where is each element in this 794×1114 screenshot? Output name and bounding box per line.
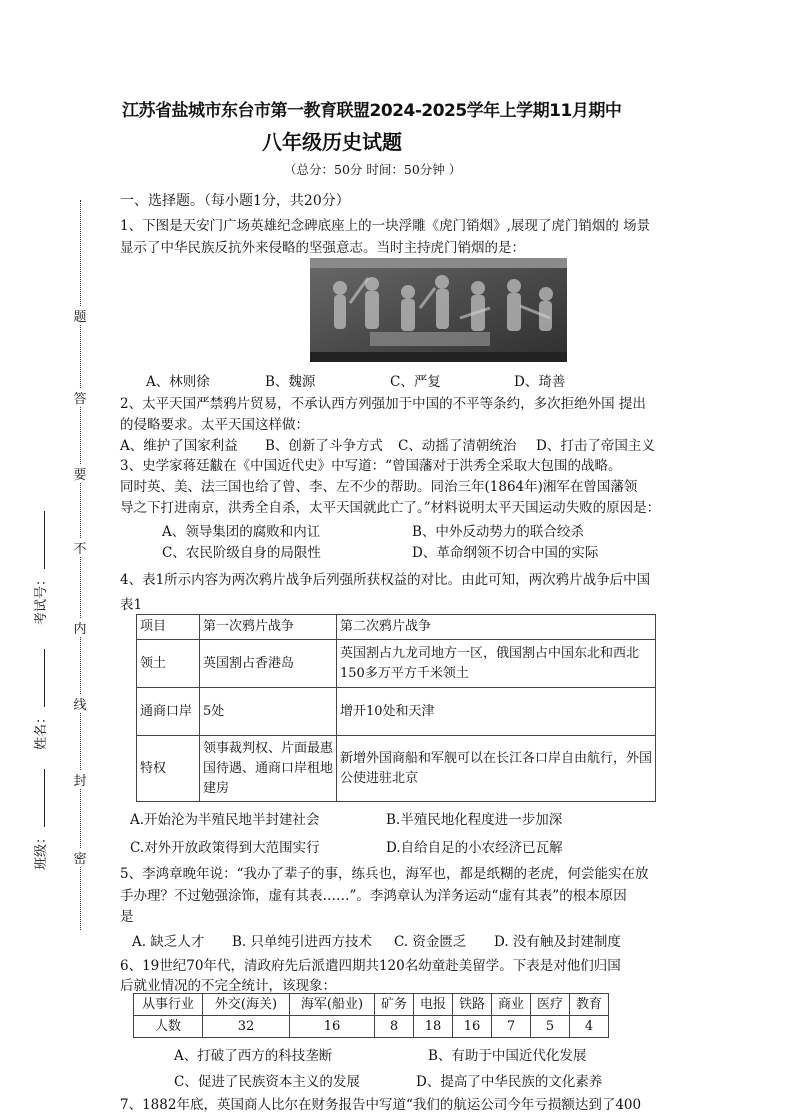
table-cell: 16 — [290, 1016, 375, 1038]
q1-option-d[interactable]: D、琦善 — [514, 374, 566, 390]
table-header-cell: 教育 — [570, 994, 609, 1016]
table-cell: 增开10处和天津 — [337, 688, 656, 736]
q3-option-d[interactable]: D、革命纲领不切合中国的实际 — [412, 545, 599, 561]
q7-stem-line1: 7、1882年底，英国商人比尔在财务报告中写道“我们的航运公司今年亏损额达到了400 — [120, 1097, 642, 1113]
q2-option-c[interactable]: C、动摇了清朝统治 — [398, 438, 517, 454]
table-cell: 5 — [531, 1016, 570, 1038]
binding-char: 内 — [72, 618, 88, 637]
table-cell: 5处 — [200, 688, 337, 736]
q5-stem-line1: 5、李鸿章晚年说：“我办了辈子的事，练兵也，海军也，都是纸糊的老虎，何尝能实在放 — [120, 866, 649, 882]
q5-option-b[interactable]: B. 只单纯引进西方技术 — [232, 934, 373, 950]
q6-employment-table — [133, 993, 609, 1038]
table-header-cell: 电报 — [414, 994, 453, 1016]
table-header-cell: 海军(船业) — [290, 994, 375, 1016]
q2-option-d[interactable]: D、打击了帝国主义 — [536, 438, 655, 454]
table-header-cell: 铁路 — [453, 994, 492, 1016]
table-cell: 新增外国商船和军舰可以在长江各口岸自由航行，外国公使进驻北京 — [337, 736, 656, 802]
q3-stem-line1: 3、史学家蒋廷黻在《中国近代史》中写道：“曾国藩对于洪秀全采取大包围的战略。 — [120, 458, 622, 474]
q1-stem-line2: 显示了中华民族反抗外来侵略的坚强意志。当时主持虎门销烟的是： — [120, 240, 525, 256]
q5-stem-line3: 是 — [120, 909, 134, 925]
table-cell: 英国割占香港岛 — [200, 640, 337, 688]
exam-title-line1: 江苏省盐城市东台市第一教育联盟2024-2025学年上学期11月期中 — [122, 101, 622, 121]
exam-title-line2: 八年级历史试题 — [262, 130, 402, 154]
table-header-cell: 商业 — [492, 994, 531, 1016]
table-cell: 人数 — [134, 1016, 203, 1038]
table-cell: 16 — [453, 1016, 492, 1038]
table-row — [137, 736, 656, 802]
binding-char: 题 — [72, 306, 88, 325]
table-cell: 英国割占九龙司地方一区，俄国割占中国东北和西北150多万平方千米领土 — [337, 640, 656, 688]
exam-number-blank[interactable] — [44, 511, 45, 569]
q6-option-a[interactable]: A、打破了西方的科技垄断 — [174, 1048, 333, 1064]
q5-option-a[interactable]: A. 缺乏人才 — [132, 934, 205, 950]
binding-char: 答 — [72, 388, 88, 407]
table-header-row — [137, 615, 656, 640]
q3-stem-line3: 导之下打进南京，洪秀全自杀，太平天国就此亡了。”材料说明太平天国运动失败的原因是： — [120, 500, 661, 516]
name-blank[interactable] — [44, 649, 45, 707]
table-cell: 通商口岸 — [137, 688, 200, 736]
relief-sculpture-photo — [310, 258, 567, 362]
table-header-row — [134, 994, 609, 1016]
name-field[interactable]: 姓名： — [30, 649, 49, 750]
table-cell: 4 — [570, 1016, 609, 1038]
table-cell: 领事裁判权、片面最惠国待遇、通商口岸租地建房 — [200, 736, 337, 802]
q5-stem-line2: 手办理？不过勉强涂饰，虚有其表……”。李鸿章认为洋务运动“虚有其表”的根本原因 — [120, 888, 627, 904]
table-header-cell: 矿务 — [375, 994, 414, 1016]
table-row — [137, 640, 656, 688]
q3-option-c[interactable]: C、农民阶级自身的局限性 — [162, 545, 321, 561]
table-header-cell: 从事行业 — [134, 994, 203, 1016]
q4-option-c[interactable]: C.对外开放政策得到大范围实行 — [130, 840, 320, 856]
table-header-cell: 外交(海关) — [203, 994, 290, 1016]
table-header-cell: 医疗 — [531, 994, 570, 1016]
table-cell: 8 — [375, 1016, 414, 1038]
q3-stem-line2: 同时英、美、法三国也给了曾、李、左不少的帮助。同治三年(1864年)湘军在曾国藩领 — [120, 479, 638, 495]
binding-char: 封 — [72, 770, 88, 789]
table-header-cell: 项目 — [137, 615, 200, 640]
q1-option-a[interactable]: A、林则徐 — [146, 374, 210, 390]
binding-char: 要 — [72, 464, 88, 483]
q4-table-caption: 表1 — [120, 597, 143, 613]
q6-stem-line1: 6、19世纪70年代，清政府先后派遣四期共120名幼童赴美留学。下表是对他们归国 — [120, 958, 621, 974]
q2-option-a[interactable]: A、维护了国家利益 — [120, 438, 238, 454]
q5-option-c[interactable]: C. 资金匮乏 — [394, 934, 467, 950]
q1-option-c[interactable]: C、严复 — [390, 374, 441, 390]
q4-comparison-table — [136, 614, 656, 802]
q3-option-a[interactable]: A、领导集团的腐败和内讧 — [162, 524, 321, 540]
q4-option-b[interactable]: B.半殖民地化程度进一步加深 — [386, 812, 563, 828]
q6-option-b[interactable]: B、有助于中国近代化发展 — [428, 1048, 587, 1064]
binding-char: 密 — [72, 848, 88, 867]
q6-option-c[interactable]: C、促进了民族资本主义的发展 — [174, 1074, 360, 1090]
q1-option-b[interactable]: B、魏源 — [265, 374, 316, 390]
table-cell: 32 — [203, 1016, 290, 1038]
q6-option-d[interactable]: D、提高了中华民族的文化素养 — [416, 1074, 603, 1090]
q5-option-d[interactable]: D. 没有触及封建制度 — [494, 934, 621, 950]
q2-stem-line1: 2、太平天国严禁鸦片贸易，不承认西方列强加于中国的不平等条约，多次拒绝外国 提出 — [120, 396, 646, 412]
table-cell: 7 — [492, 1016, 531, 1038]
table-cell: 18 — [414, 1016, 453, 1038]
table-header-cell: 第二次鸦片战争 — [337, 615, 656, 640]
q4-stem-line1: 4、表1所示内容为两次鸦片战争后列强所获权益的对比。由此可知，两次鸦片战争后中国 — [120, 572, 651, 588]
q2-stem-line2: 的侵略要求。太平天国这样做： — [120, 417, 309, 433]
class-blank[interactable] — [44, 769, 45, 827]
q4-option-a[interactable]: A.开始沦为半殖民地半封建社会 — [130, 812, 320, 828]
exam-number-field[interactable]: 考试号： — [30, 511, 49, 625]
table-cell: 特权 — [137, 736, 200, 802]
exam-subtitle: （总分：50分 时间：50分钟 ） — [284, 162, 462, 177]
q2-option-b[interactable]: B、创新了斗争方式 — [265, 438, 383, 454]
q1-stem-line1: 1、下图是天安门广场英雄纪念碑底座上的一块浮雕《虎门销烟》,展现了虎门销烟的 场景 — [120, 218, 651, 234]
table-header-cell: 第一次鸦片战争 — [200, 615, 337, 640]
table-row — [137, 688, 656, 736]
binding-char: 线 — [72, 694, 88, 713]
table-row — [134, 1016, 609, 1038]
section-heading: 一、选择题。（每小题1分，共20分） — [120, 193, 350, 209]
class-field[interactable]: 班级： — [30, 769, 49, 870]
binding-char: 不 — [72, 538, 88, 557]
q6-stem-line2: 后就业情况的不完全统计，该现象： — [120, 978, 336, 994]
q3-option-b[interactable]: B、中外反动势力的联合绞杀 — [412, 524, 584, 540]
table-cell: 领土 — [137, 640, 200, 688]
q4-option-d[interactable]: D.自给自足的小农经济已瓦解 — [386, 840, 563, 856]
